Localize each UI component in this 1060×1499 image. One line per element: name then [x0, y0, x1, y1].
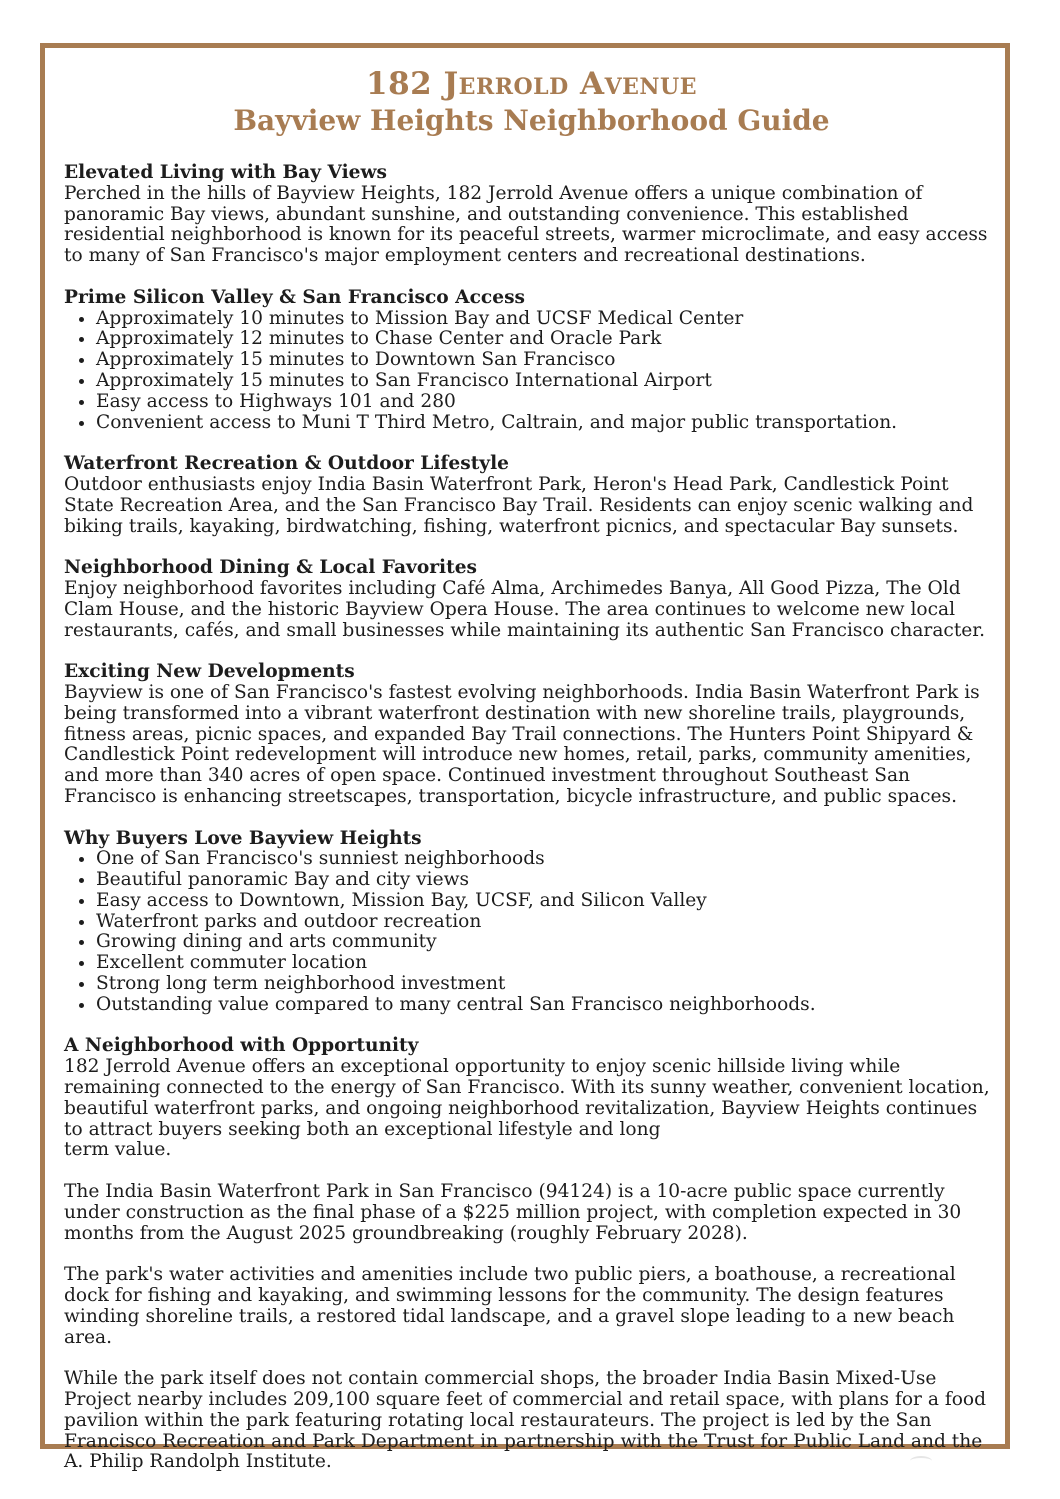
list-item: • Convenient access to Muni T Third Metro, Caltrain, and major public transportation.: [96, 413, 999, 434]
park-amenities-paragraph: The park's water activities and amenities include two public piers, a boathouse, a recreational dock for fishing and kayaking, and swimming lessons for the community. The design features winding shoreline trails, a restored tidal landscape, and a gravel slope leading to a new beach area.: [64, 1264, 956, 1348]
section-elevated-living: [64, 163, 999, 267]
page-title: 182 Jerrold Avenue: [366, 66, 697, 102]
list-item: • Beautiful panoramic Bay and city views: [96, 870, 999, 891]
section-heading: Elevated Living with Bay Views: [64, 162, 387, 183]
section-heading: Prime Silicon Valley & San Francisco Access: [64, 286, 526, 308]
section-heading: Neighborhood Dining & Local Favorites: [64, 557, 477, 579]
list-item: • Waterfront parks and outdoor recreation: [96, 912, 999, 933]
list-item: • One of San Francisco's sunniest neighborhoods: [96, 849, 999, 870]
section-park-amenities: [64, 1265, 999, 1348]
section-heading: A Neighborhood with Opportunity: [64, 1035, 419, 1057]
list-item: • Approximately 15 minutes to San Francisco International Airport: [96, 371, 999, 392]
section-mixed-use: [64, 1369, 999, 1473]
list-item: • Outstanding value compared to many central San Francisco neighborhoods.: [96, 995, 999, 1016]
section-park-overview: [64, 1182, 999, 1244]
list-item: • Easy access to Highways 101 and 280: [96, 392, 999, 413]
list-item: • Easy access to Downtown, Mission Bay, UCSF, and Silicon Valley: [96, 891, 999, 912]
section-paragraph-continued: term value.: [64, 1139, 172, 1161]
list-item: • Excellent commuter location: [96, 953, 999, 974]
section-waterfront-recreation: [64, 454, 999, 537]
list-item: • Growing dining and arts community: [96, 932, 999, 953]
section-access: [64, 288, 999, 434]
section-paragraph: Bayview is one of San Francisco's fastest evolving neighborhoods. India Basin Waterfront Park is being transformed into a vibrant waterfront destination with new shoreline trails, playgrounds, fitness areas, picnic spaces, and expanded Bay Trail connections. The Hunters Point Shipyard & Candlestick Point redevelopment will introduce new homes, retail, parks, community amenities, and more than 340 acres of open space. Continued investment throughout Southeast San Francisco is enhancing streetscapes, transportation, bicycle infrastructure, and public spaces.: [64, 681, 980, 807]
section-paragraph: Enjoy neighborhood favorites including Café Alma, Archimedes Banya, All Good Pizza, The Old Clam House, and the historic Bayview Opera House. The area continues to welcome new local restaurants, cafés, and small businesses while maintaining its authentic San Francisco character.: [64, 577, 986, 641]
park-overview-paragraph: The India Basin Waterfront Park in San Francisco (94124) is a 10-acre public space currently under construction as the final phase of a $225 million project, with completion expected in 30 months from the August 2025 groundbreaking (roughly February 2028).: [64, 1181, 962, 1244]
section-paragraph: 182 Jerrold Avenue offers an exceptional opportunity to enjoy scenic hillside living while remaining connected to the energy of San Francisco. With its sunny weather, convenient location, beautiful waterfront parks, and ongoing neighborhood revitalization, Bayview Heights continues to attract buyers seeking both an exceptional lifestyle and long: [64, 1056, 990, 1140]
list-item: • Strong long term neighborhood investment: [96, 974, 999, 995]
section-paragraph: Perched in the hills of Bayview Heights, 182 Jerrold Avenue offers a unique combination of panoramic Bay views, abundant sunshine, and outstanding convenience. This established residential neighborhood is known for its peaceful streets, warmer microclimate, and easy access to many of San Francisco's major employment centers and recreational destinations.: [64, 182, 988, 267]
section-heading: Exciting New Developments: [64, 661, 355, 683]
section-paragraph: Outdoor enthusiasts enjoy India Basin Waterfront Park, Heron's Head Park, Candlestick Point State Recreation Area, and the San Francisco Bay Trail. Residents can enjoy scenic walking and biking trails, kayaking, birdwatching, fishing, waterfront picnics, and spectacular Bay sunsets.: [64, 473, 974, 537]
section-developments: [64, 662, 999, 808]
section-heading: Waterfront Recreation & Outdoor Lifestyle: [64, 453, 509, 475]
list-item: • Approximately 10 minutes to Mission Bay and UCSF Medical Center: [96, 309, 999, 330]
benefits-list: [64, 849, 999, 1015]
page-curl-mark: [910, 1456, 932, 1466]
section-opportunity: [64, 1036, 999, 1161]
list-item: • Approximately 12 minutes to Chase Center and Oracle Park: [96, 329, 999, 350]
list-item: • Approximately 15 minutes to Downtown San Francisco: [96, 350, 999, 371]
section-dining: [64, 558, 999, 641]
mixed-use-paragraph: While the park itself does not contain commercial shops, the broader India Basin Mixed-Use Project nearby includes 209,100 square feet of commercial and retail space, with plans for a food pavilion within the park featuring rotating local restaurateurs. The project is led by the San Francisco Recreation and Park Department in partnership with the Trust for Public Land and the A. Philip Randolph Institute.: [64, 1368, 986, 1473]
section-why-buyers: [64, 829, 999, 1016]
section-heading: Why Buyers Love Bayview Heights: [64, 827, 422, 849]
access-list: [64, 309, 999, 434]
document-body: [64, 64, 999, 1494]
page-subtitle: Bayview Heights Neighborhood Guide: [233, 104, 830, 137]
